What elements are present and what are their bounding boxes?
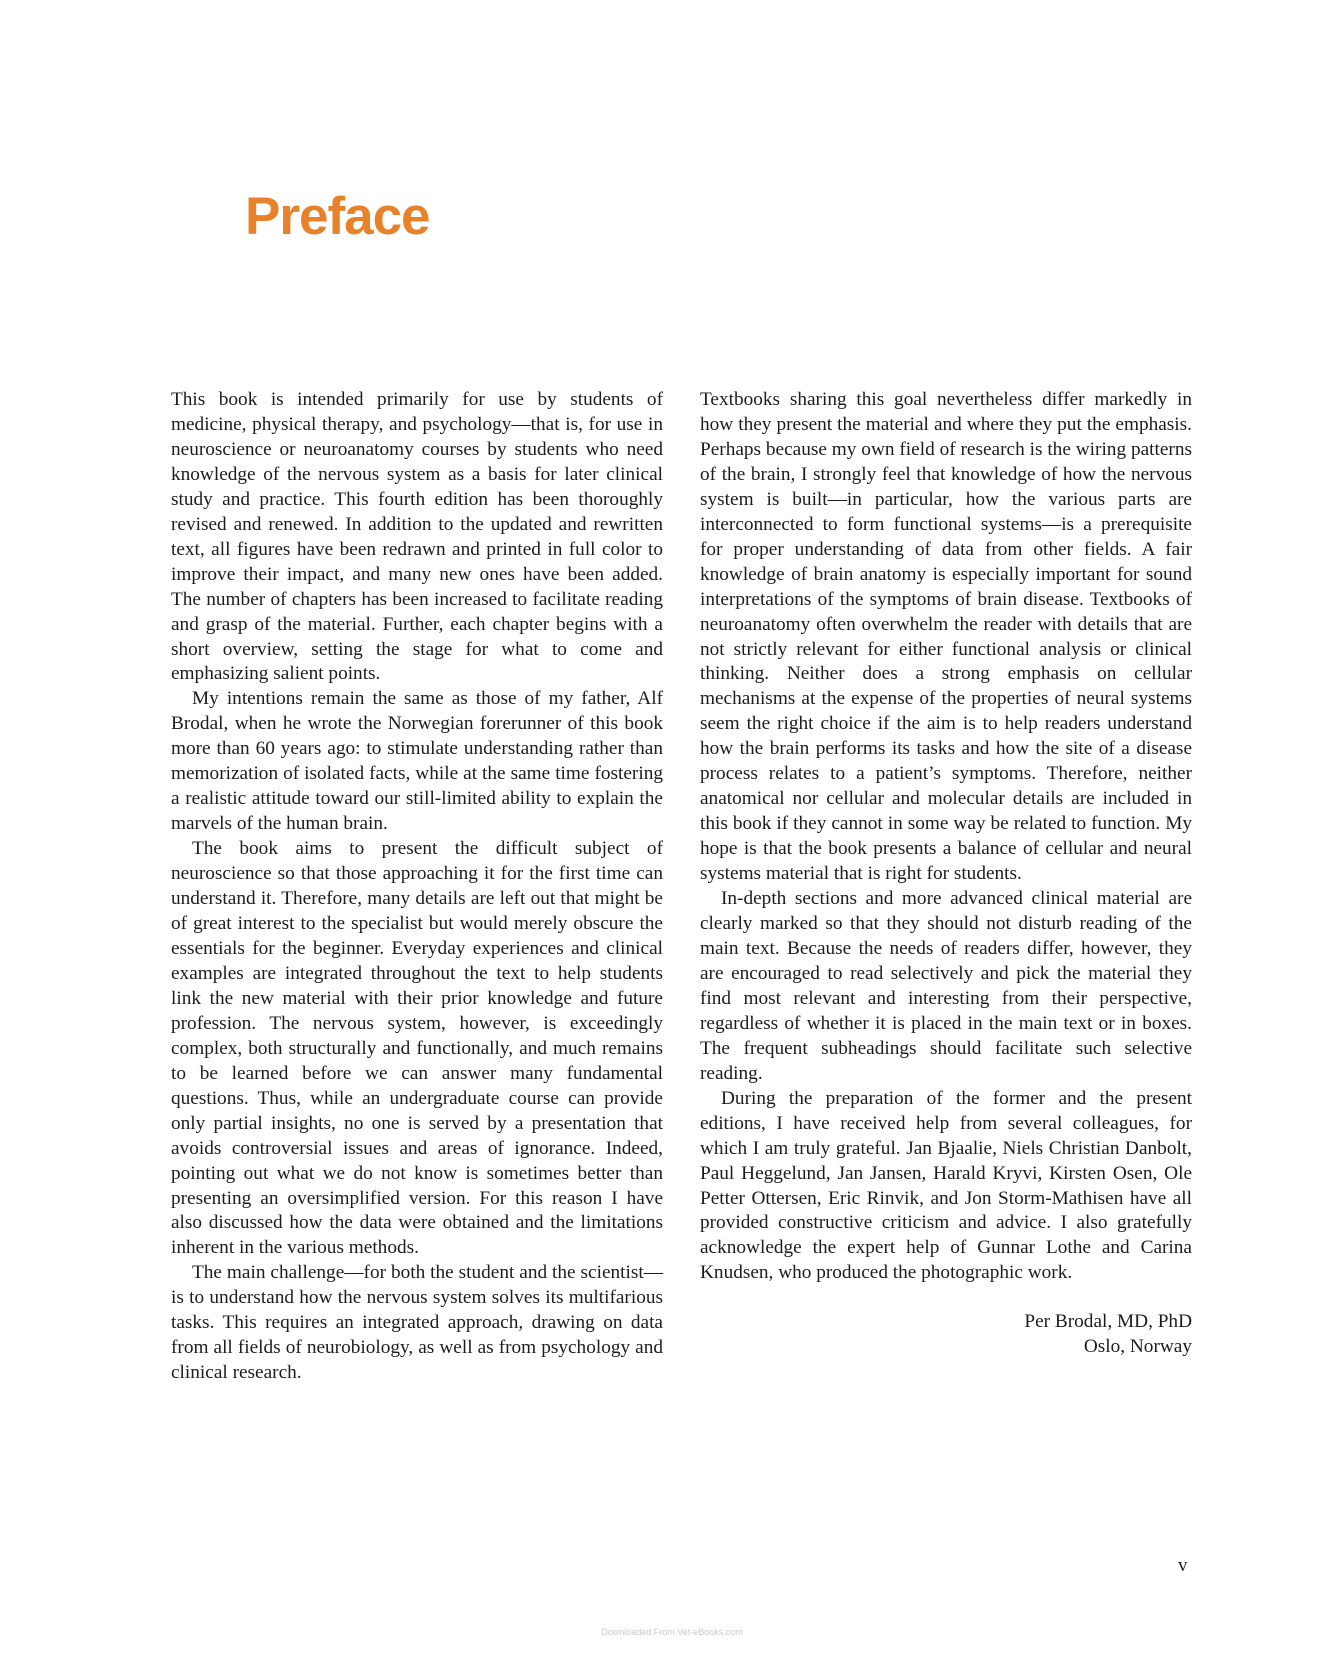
paragraph: This book is intended primarily for use by students of medicine, physical therapy, and psychology—that is, for use in neuroscience or neuroanatomy courses by students who need knowledge of the nervous system as a basis for later clinical study and practice. This fourth edition has been thoroughly revised and renewed. In addition to the updated and rewritten text, all figures have been redrawn and printed in full color to improve their impact, and many new ones have been added. The number of chapters has been increased to facilitate reading and grasp of the material. Further, each chapter begins with a short overview, setting the stage for what to come and emphasizing salient points.: [171, 389, 663, 685]
right-column: [700, 388, 1192, 1360]
left-column: [171, 388, 663, 1386]
paragraph: The book aims to present the difficult subject of neuroscience so that those approaching it for the first time can understand it. Therefore, many details are left out that might be of great interest to the specialist but would merely obscure the essentials for the beginner. Everyday experiences and clinical examples are integrated throughout the text to help students link the new material with their prior knowledge and future profession. The nervous system, however, is exceedingly complex, both structurally and functionally, and much remains to be learned before we can answer many fundamental questions. Thus, while an undergraduate course can provide only partial insights, no one is served by a presentation that avoids controversial issues and areas of ignorance. Indeed, pointing out what we do not know is sometimes better than presenting an oversimplified version. For this reason I have also discussed how the data were obtained and the limitations inherent in the various methods.: [171, 838, 663, 1259]
watermark: Downloaded From Vet-eBooks.com: [601, 1627, 743, 1637]
paragraph: Textbooks sharing this goal nevertheless differ markedly in how they present the material and where they put the emphasis. Perhaps because my own field of research is the wiring patterns of the brain, I strongly feel that knowledge of how the nervous system is built—in particular, how the various parts are interconnected to form functional systems—is a prerequisite for proper understanding of data from other fields. A fair knowledge of brain anatomy is especially important for sound interpretations of the symptoms of brain disease. Textbooks of neuroanatomy often overwhelm the reader with details that are not strictly relevant for either functional analysis or clinical thinking. Neither does a strong emphasis on cellular mechanisms at the expense of the properties of neural systems seem the right choice if the aim is to help readers understand how the brain performs its tasks and how the site of a disease process relates to a patient’s symptoms. Therefore, neither anatomical nor cellular and molecular details are included in this book if they cannot in some way be related to function. My hope is that the book presents a balance of cellular and neural systems material that is right for students.: [700, 389, 1192, 885]
paragraph: In-depth sections and more advanced clinical material are clearly marked so that they should not disturb reading of the main text. Because the needs of readers differ, however, they are encouraged to read selectively and pick the material they find most relevant and interesting from their perspective, regardless of whether it is placed in the main text or in boxes. The frequent subheadings should facilitate such selective reading.: [700, 888, 1192, 1084]
author-name: Per Brodal, MD, PhD: [1024, 1311, 1192, 1333]
paragraph: During the preparation of the former and the present editions, I have received help from several colleagues, for which I am truly grateful. Jan Bjaalie, Niels Christian Danbolt, Paul Heggelund, Jan Jansen, Harald Kryvi, Kirsten Osen, Ole Petter Ottersen, Eric Rinvik, and Jon Storm-Mathisen have all provided constructive criticism and advice. I also gratefully acknowledge the expert help of Gunnar Lothe and Carina Knudsen, who produced the photographic work.: [700, 1087, 1192, 1284]
page-number: v: [1178, 1555, 1188, 1576]
paragraph: The main challenge—for both the student and the scientist—is to understand how the nervous system solves its multifarious tasks. This requires an integrated approach, drawing on data from all fields of neurobiology, as well as from psychology and clinical research.: [171, 1262, 663, 1384]
author-location: Oslo, Norway: [1083, 1336, 1192, 1358]
page-title: Preface: [245, 187, 430, 246]
paragraph: My intentions remain the same as those of my father, Alf Brodal, when he wrote the Norwegian forerunner of this book more than 60 years ago: to stimulate understanding rather than memorization of isolated facts, while at the same time fostering a realistic attitude toward our still-limited ability to explain the marvels of the human brain.: [171, 688, 663, 835]
signature: [700, 1310, 1192, 1360]
